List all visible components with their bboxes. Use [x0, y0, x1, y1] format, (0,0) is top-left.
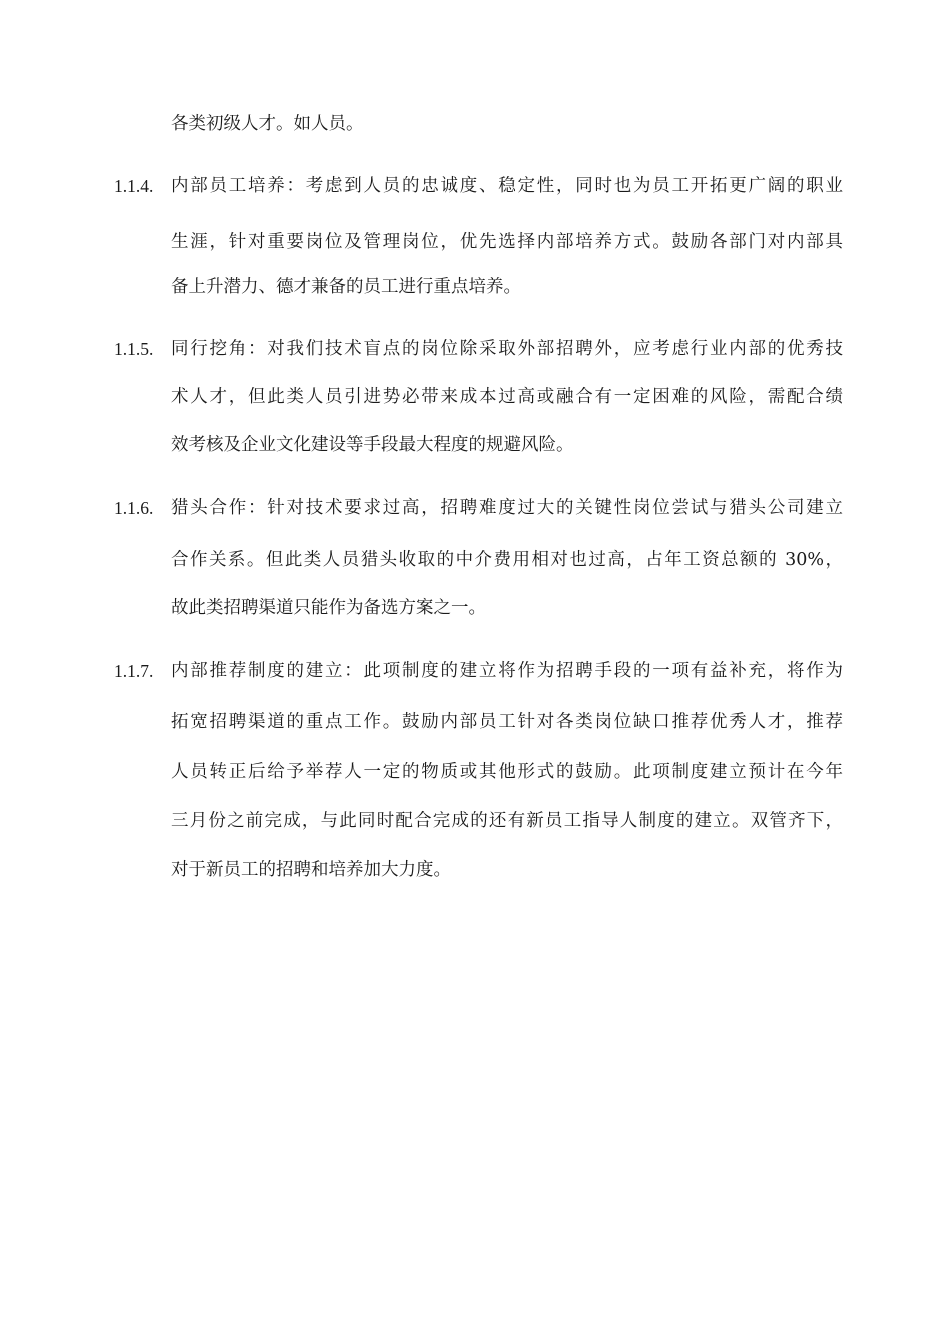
item-1-1-6-line-1: 猎头合作：针对技术要求过高，招聘难度过大的关键性岗位尝试与猎头公司建立 — [171, 498, 843, 518]
item-number-1-1-5: 1.1.5. — [114, 339, 154, 359]
item-1-1-4-line-2: 生涯，针对重要岗位及管理岗位，优先选择内部培养方式。鼓励各部门对内部具 — [171, 232, 843, 252]
item-1-1-5-line-2: 术人才，但此类人员引进势必带来成本过高或融合有一定困难的风险，需配合绩 — [171, 387, 843, 407]
continuation-line: 各类初级人才。如人员。 — [171, 114, 364, 134]
item-1-1-5-line-1: 同行挖角：对我们技术盲点的岗位除采取外部招聘外，应考虑行业内部的优秀技 — [171, 339, 843, 359]
item-1-1-7-line-4: 三月份之前完成，与此同时配合完成的还有新员工指导人制度的建立。双管齐下， — [171, 811, 843, 831]
item-1-1-7-line-5: 对于新员工的招聘和培养加大力度。 — [171, 860, 451, 880]
item-number-1-1-7: 1.1.7. — [114, 661, 154, 681]
item-1-1-6-line-2: 合作关系。但此类人员猎头收取的中介费用相对也过高，占年工资总额的 30%， — [171, 550, 843, 570]
item-number-1-1-4: 1.1.4. — [114, 176, 154, 196]
item-1-1-7-line-1: 内部推荐制度的建立：此项制度的建立将作为招聘手段的一项有益补充，将作为 — [171, 661, 843, 681]
item-1-1-4-line-3: 备上升潜力、德才兼备的员工进行重点培养。 — [171, 277, 521, 297]
item-1-1-5-line-3: 效考核及企业文化建设等手段最大程度的规避风险。 — [171, 435, 574, 455]
item-1-1-7-line-3: 人员转正后给予举荐人一定的物质或其他形式的鼓励。此项制度建立预计在今年 — [171, 762, 843, 782]
item-1-1-4-line-1: 内部员工培养：考虑到人员的忠诚度、稳定性，同时也为员工开拓更广阔的职业 — [171, 176, 843, 196]
item-1-1-6-line-3: 故此类招聘渠道只能作为备选方案之一。 — [171, 598, 486, 618]
item-1-1-7-line-2: 拓宽招聘渠道的重点工作。鼓励内部员工针对各类岗位缺口推荐优秀人才，推荐 — [171, 712, 843, 732]
item-number-1-1-6: 1.1.6. — [114, 498, 154, 518]
